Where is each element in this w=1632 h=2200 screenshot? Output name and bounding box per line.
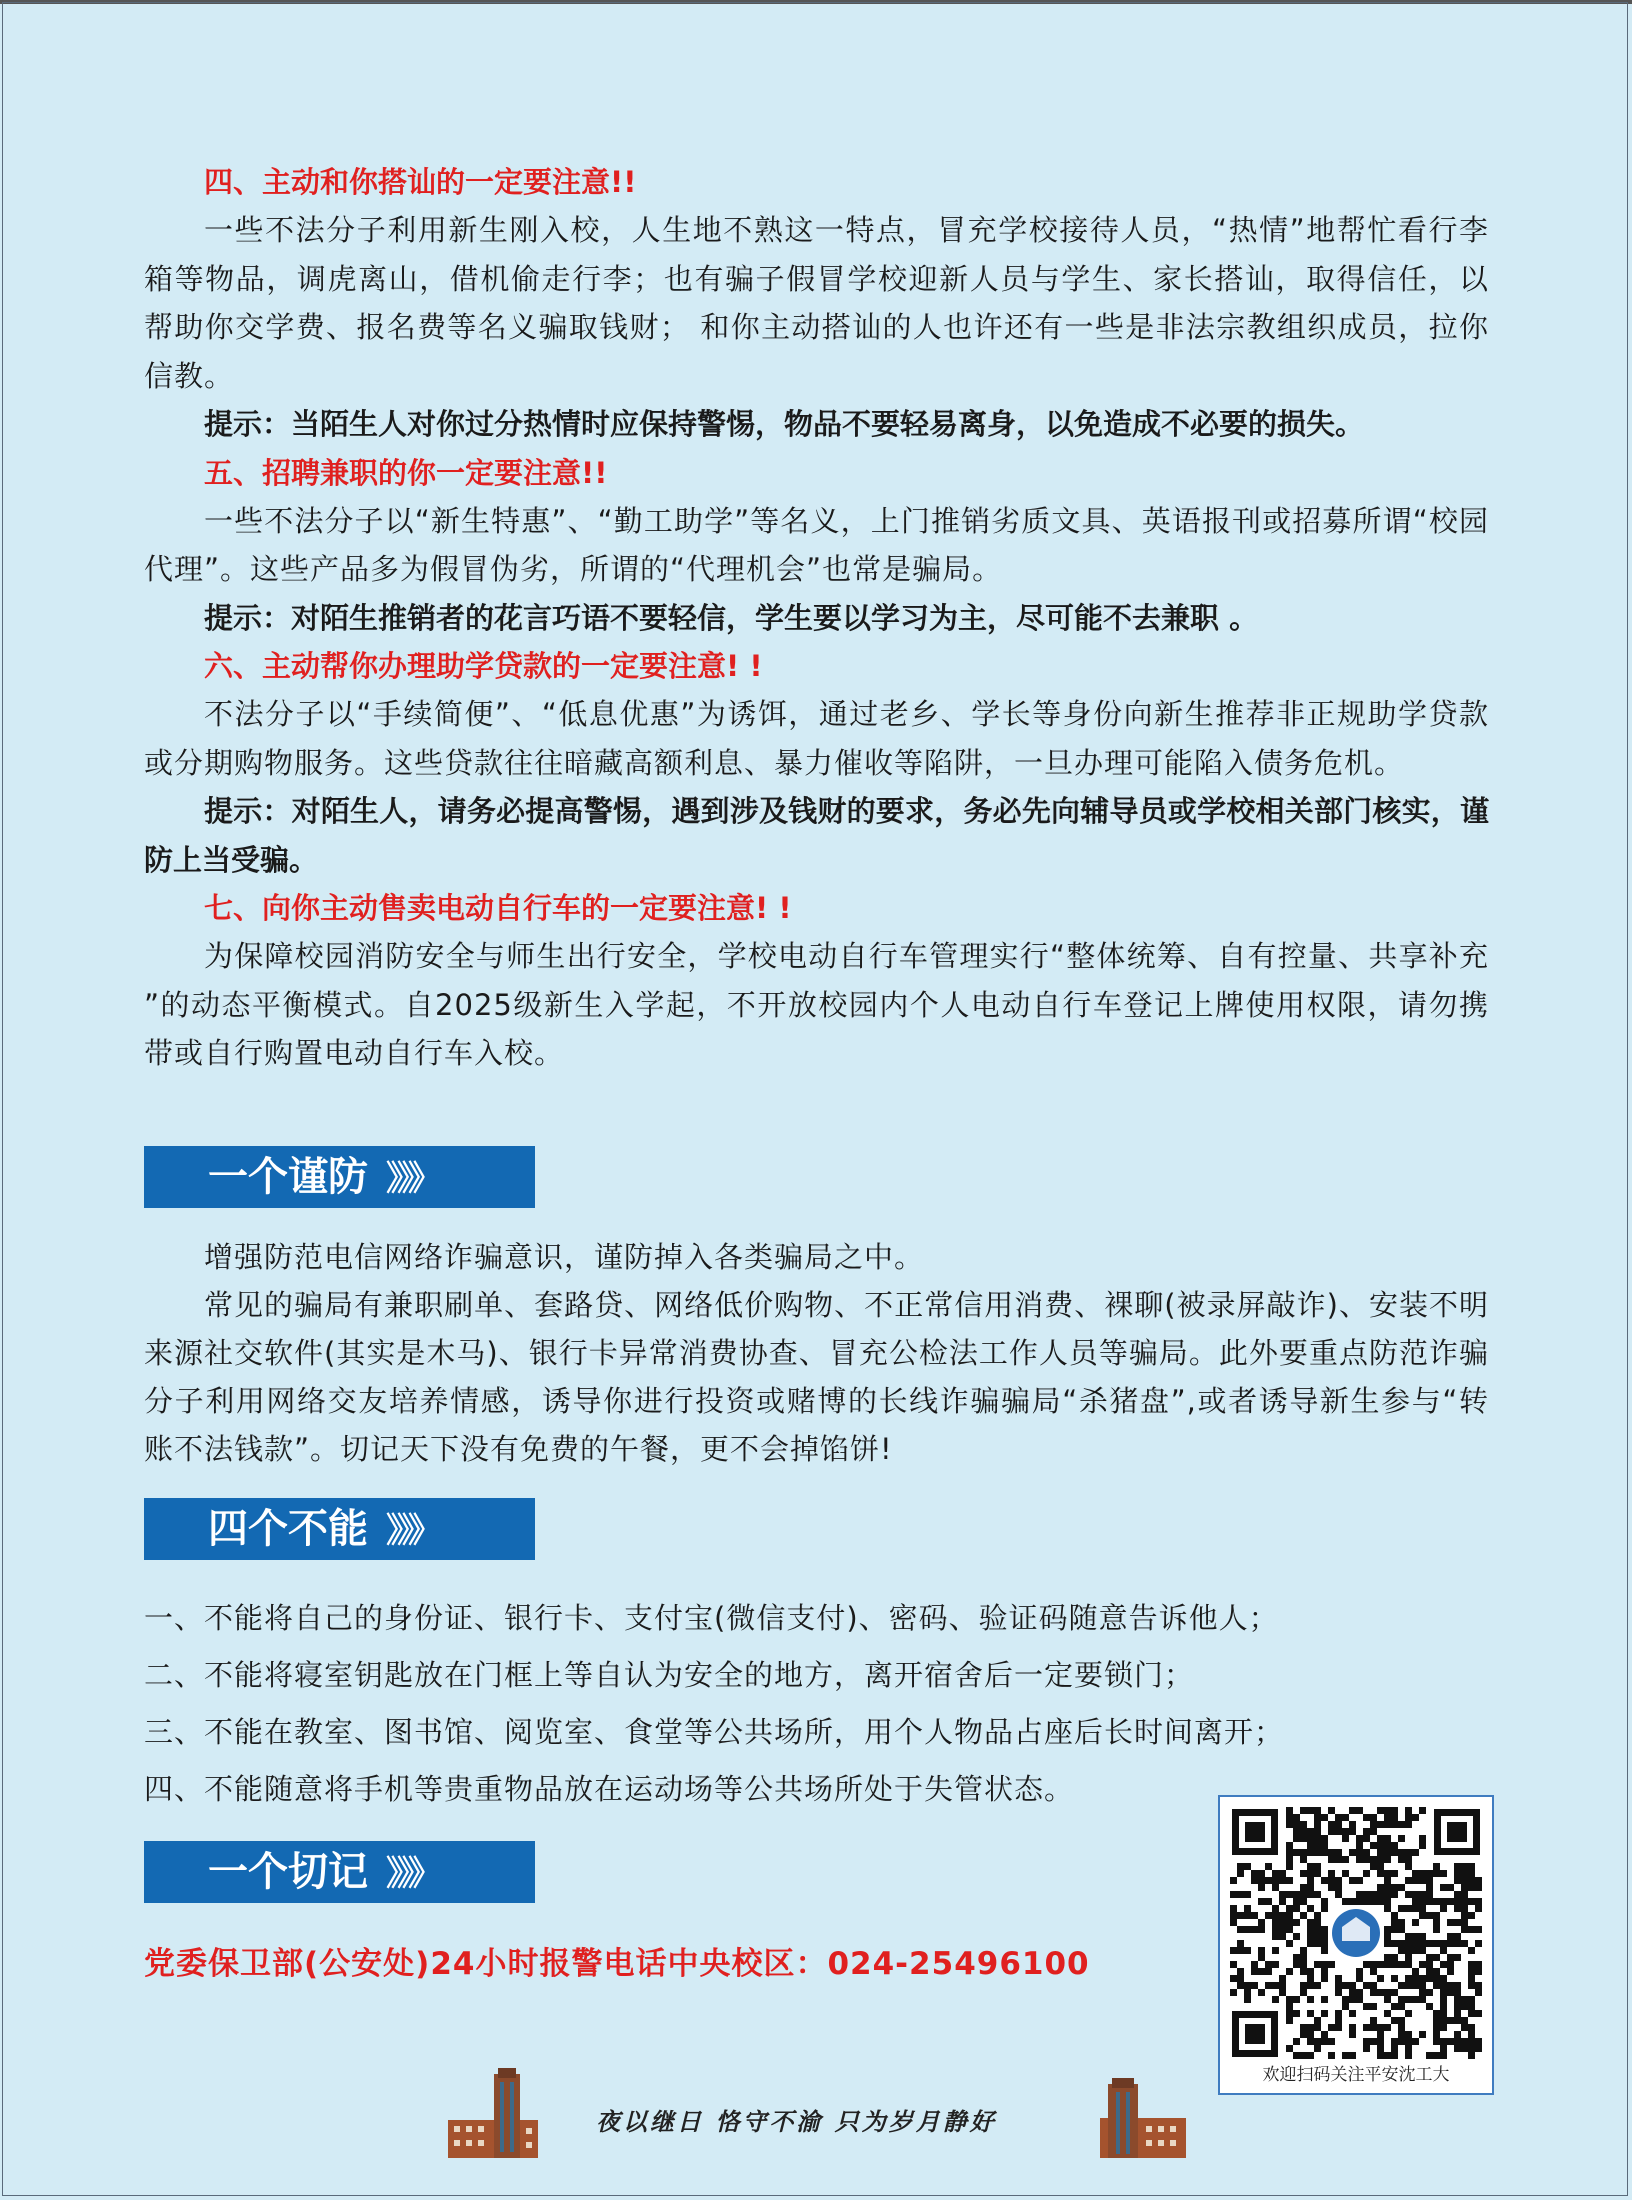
warning-7-heading: 七、向你主动售卖电动自行车的一定要注意! ! <box>204 891 792 925</box>
qr-caption: 欢迎扫码关注平安沈工大 <box>1262 2065 1450 2085</box>
banner-four-cannots <box>144 1498 535 1560</box>
chevron-right-icon: 》》》 <box>386 1854 436 1894</box>
warning-5-heading: 五、招聘兼职的你一定要注意!! <box>204 455 608 490</box>
list-item: 二、不能将寝室钥匙放在门框上等自认为安全的地方，离开宿舍后一定要锁门； <box>144 1658 1195 1692</box>
warning-5-paragraph: 一些不法分子以“新生特惠”、“勤工助学”等名义，上门推销劣质文具、英语报刊或招募所谓“校园代理”。这些产品多为假冒伪劣，所谓的“代理机会”也常是骗局。 <box>144 503 1489 586</box>
chevron-right-icon: 》》》 <box>386 1511 436 1551</box>
qr-code-card <box>1218 1795 1494 2095</box>
warning-4 <box>144 158 1489 449</box>
warning-6-tip: 提示：对陌生人，请务必提高警惕，遇到涉及钱财的要求，务必先向辅导员或学校相关部门核实，谨防上当受骗。 <box>144 794 1489 877</box>
emergency-hotline: 党委保卫部(公安处)24小时报警电话中央校区：024-25496100 <box>144 1946 1090 1982</box>
banner-remember-title: 一个切记 <box>208 1849 368 1895</box>
chevron-right-icon: 》》》 <box>386 1159 436 1199</box>
guard-paragraph-2: 常见的骗局有兼职刷单、套路贷、网络低价购物、不正常信用消费、裸聊(被录屏敲诈)、安装不明来源社交软件(其实是木马)、银行卡异常消费协查、冒充公检法工作人员等骗局。此外要重点防范诈骗分子利用网络交友培养情感，诱导你进行投资或赌博的长线诈骗骗局“杀猪盘”,或者诱导新生参与“转账不法钱款”。切记天下没有免费的午餐，更不会掉馅饼! <box>144 1288 1489 1466</box>
warning-4-tip: 提示：当陌生人对你过分热情时应保持警惕，物品不要轻易离身，以免造成不必要的损失。 <box>204 407 1365 441</box>
list-item: 一、不能将自己的身份证、银行卡、支付宝(微信支付)、密码、验证码随意告诉他人； <box>144 1601 1279 1635</box>
banner-remember <box>144 1841 535 1903</box>
warning-7 <box>144 884 1489 1078</box>
warning-5-tip: 提示：对陌生推销者的花言巧语不要轻信，学生要以学习为主，尽可能不去兼职 。 <box>204 600 1259 635</box>
qr-code-icon <box>1230 1807 1482 2059</box>
warnings-section <box>144 158 1489 1078</box>
banner-four-cannots-title: 四个不能 <box>208 1506 368 1552</box>
warning-6 <box>144 642 1489 884</box>
guard-section <box>144 1233 1489 1473</box>
warning-4-heading: 四、主动和你搭讪的一定要注意!! <box>204 165 637 199</box>
guard-paragraph-1: 增强防范电信网络诈骗意识，谨防掉入各类骗局之中。 <box>204 1240 925 1274</box>
warning-6-heading: 六、主动帮你办理助学贷款的一定要注意! ! <box>204 649 763 683</box>
footer-slogan: 夜以继日 恪守不渝 只为岁月静好 <box>596 2107 997 2136</box>
banner-guard <box>144 1146 535 1208</box>
building-left-icon <box>448 2068 538 2158</box>
warning-4-paragraph: 一些不法分子利用新生刚入校，人生地不熟这一特点，冒充学校接待人员，“热情”地帮忙看行李箱等物品，调虎离山，借机偷走行李；也有骗子假冒学校迎新人员与学生、家长搭讪，取得信任，以帮助你交学费、报名费等名义骗取钱财； 和你主动搭讪的人也许还有一些是非法宗教组织成员，拉你信教。 <box>144 213 1489 393</box>
list-item: 四、不能随意将手机等贵重物品放在运动场等公共场所处于失管状态。 <box>144 1772 1075 1806</box>
banner-guard-title: 一个谨防 <box>208 1154 368 1200</box>
list-item: 三、不能在教室、图书馆、阅览室、食堂等公共场所，用个人物品占座后长时间离开； <box>144 1715 1285 1749</box>
building-right-icon <box>1100 2078 1186 2158</box>
four-cannots-list <box>144 1590 1489 1818</box>
warning-6-paragraph: 不法分子以“手续简便”、“低息优惠”为诱饵，通过老乡、学长等身份向新生推荐非正规助学贷款或分期购物服务。这些贷款往往暗藏高额利息、暴力催收等陷阱，一旦办理可能陷入债务危机。 <box>144 697 1489 780</box>
warning-7-paragraph: 为保障校园消防安全与师生出行安全，学校电动自行车管理实行“整体统筹、自有控量、共享补充 ”的动态平衡模式。自2025级新生入学起，不开放校园内个人电动自行车登记上牌使用权限，请勿携带或自行购置电动自行车入校。 <box>144 939 1489 1070</box>
warning-5 <box>144 449 1489 643</box>
